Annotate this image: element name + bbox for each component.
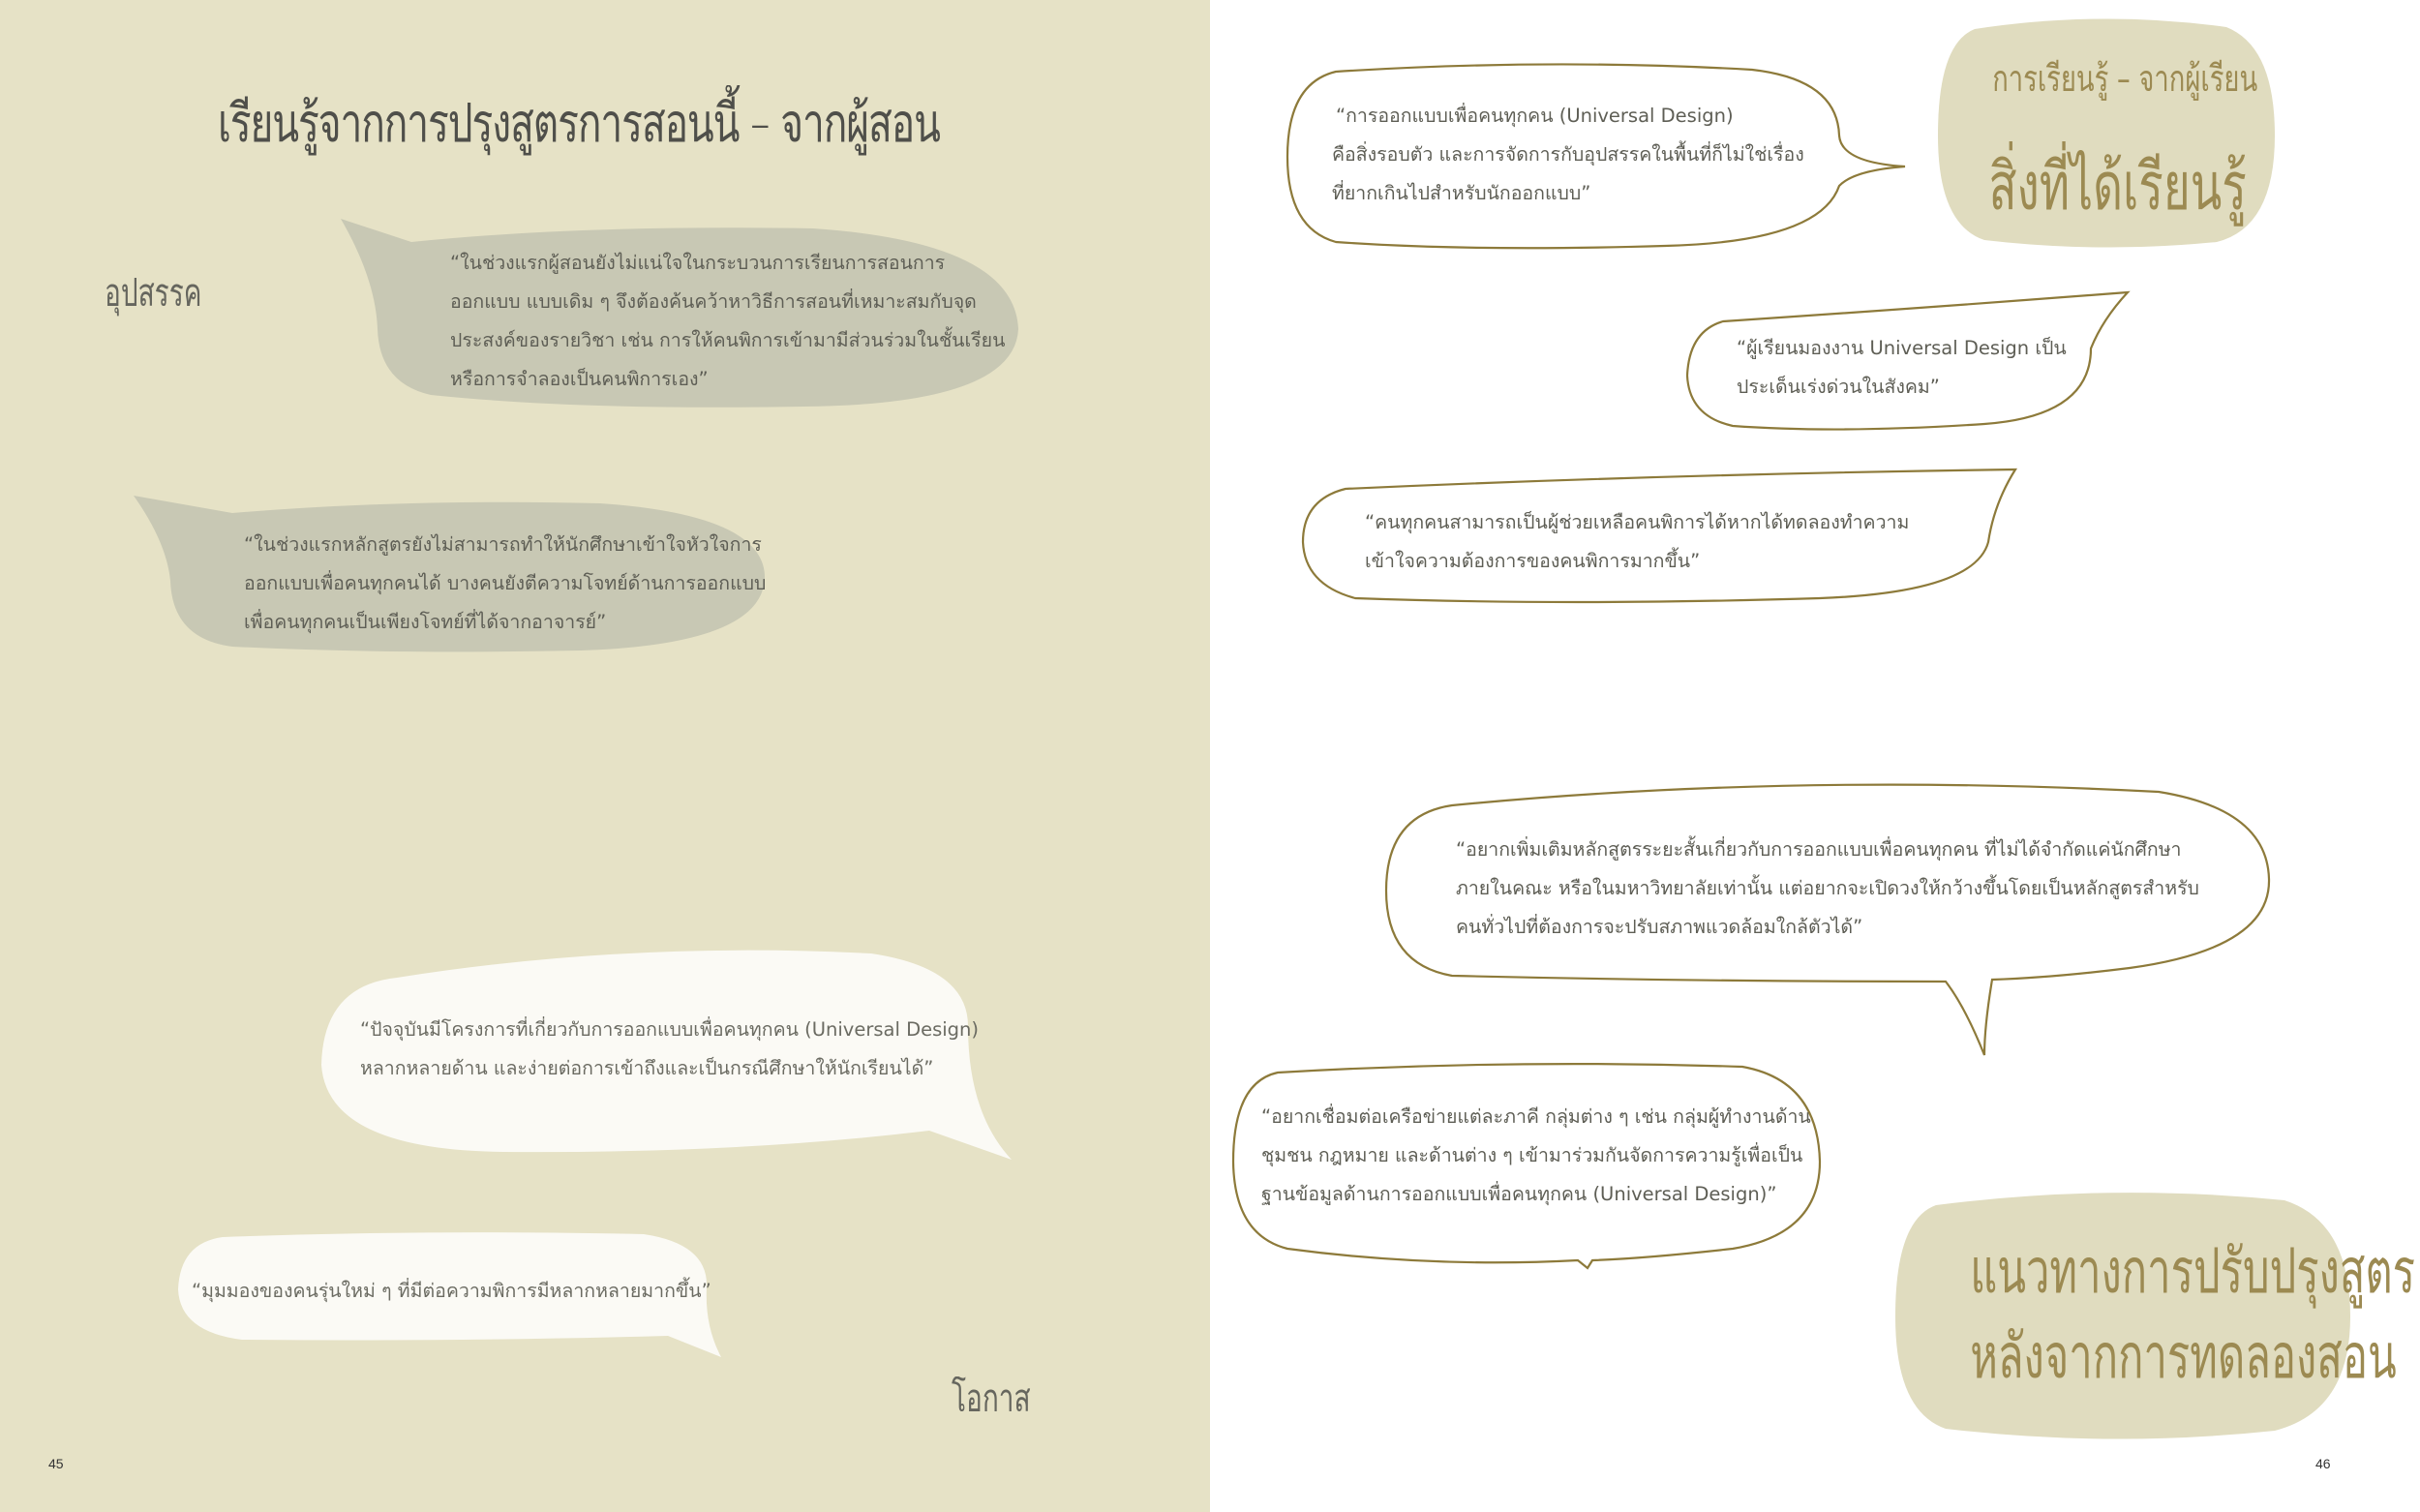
quote-line: หลากหลายด้าน และง่ายต่อการเข้าถึงและเป็นกรณีศึกษาให้นักเรียนได้”: [360, 1057, 934, 1079]
badge-bottom-line-1: แนวทางการปรับปรุงสูตร: [1970, 1236, 2416, 1308]
badge-bottom-line-2: หลังจากการทดลองสอน: [1970, 1321, 2397, 1393]
quote-line: ออกแบบเพื่อคนทุกคนได้ บางคนยังตีความโจทย์ด้านการออกแบบ: [244, 572, 767, 594]
quote-line: เข้าใจความต้องการของคนพิการมากขึ้น”: [1365, 550, 1701, 572]
quote-line: ฐานข้อมูลด้านการออกแบบเพื่อคนทุกคน (Universal Design)”: [1261, 1183, 1777, 1205]
quote-line: “ผู้เรียนมองงาน Universal Design เป็น: [1737, 337, 2067, 359]
quote-line: “ปัจจุบันมีโครงการที่เกี่ยวกับการออกแบบเพื่อคนทุกคน (Universal Design): [360, 1018, 980, 1041]
quote-line: “อยากเชื่อมต่อเครือข่ายแต่ละภาคี กลุ่มต่าง ๆ เช่น กลุ่มผู้ทำงานด้าน: [1261, 1105, 1811, 1128]
quote-line: เพื่อคนทุกคนเป็นเพียงโจทย์ที่ได้จากอาจารย์”: [244, 611, 607, 633]
quote-line: ชุมชน กฎหมาย และด้านต่าง ๆ เข้ามาร่วมกันจัดการความรู้เพื่อเป็น: [1261, 1144, 1803, 1166]
badge-top-title: สิ่งที่ได้เรียนรู้: [1988, 149, 2247, 226]
quote-line: ออกแบบ แบบเดิม ๆ จึงต้องค้นคว้าหาวิธีการสอนที่เหมาะสมกับจุด: [450, 290, 977, 313]
quote-line: “ในช่วงแรกผู้สอนยังไม่แน่ใจในกระบวนการเรียนการสอนการ: [450, 252, 946, 274]
quote-line: ภายในคณะ หรือในมหาวิทยาลัยเท่านั้น แต่อยากจะเปิดวงให้กว้างขึ้นโดยเป็นหลักสูตรสำหรับ: [1456, 877, 2199, 899]
quote-line: “มุมมองของคนรุ่นใหม่ ๆ ที่มีต่อความพิการมีหลากหลายมากขึ้น”: [192, 1280, 711, 1302]
opportunity-label: โอกาส: [952, 1376, 1031, 1421]
obstacle-label: อุปสรรค: [105, 271, 202, 316]
quote-line: “คนทุกคนสามารถเป็นผู้ช่วยเหลือคนพิการได้หากได้ทดลองทำความ: [1365, 511, 1910, 533]
quote-line: คือสิ่งรอบตัว และการจัดการกับอุปสรรคในพื้นที่ก็ไม่ใช่เรื่อง: [1332, 143, 1804, 166]
quote-line: หรือการจำลองเป็นคนพิการเอง”: [450, 368, 709, 390]
page-number-right: 46: [2315, 1456, 2331, 1471]
quote-line: คนทั่วไปที่ต้องการจะปรับสภาพแวดล้อมใกล้ตัวได้”: [1456, 916, 1863, 938]
quote-line: ที่ยากเกินไปสำหรับนักออกแบบ”: [1332, 182, 1591, 204]
quote-line: “อยากเพิ่มเติมหลักสูตรระยะสั้นเกี่ยวกับการออกแบบเพื่อคนทุกคน ที่ไม่ได้จำกัดแค่นักศึกษา: [1456, 838, 2182, 861]
quote-line: ประสงค์ของรายวิชา เช่น การให้คนพิการเข้ามามีส่วนร่วมในชั้นเรียน: [450, 329, 1006, 351]
page-title: เรียนรู้จากการปรุงสูตรการสอนนี้ – จากผู้สอน: [218, 92, 940, 154]
quote-line: “ในช่วงแรกหลักสูตรยังไม่สามารถทำให้นักศึกษาเข้าใจหัวใจการ: [244, 533, 762, 556]
quote-line: ประเด็นเร่งด่วนในสังคม”: [1737, 376, 1940, 398]
badge-top-subtitle: การเรียนรู้ – จากผู้เรียน: [1992, 57, 2258, 100]
page-number-left: 45: [48, 1456, 64, 1471]
quote-line: “การออกแบบเพื่อคนทุกคน (Universal Design): [1336, 105, 1734, 127]
